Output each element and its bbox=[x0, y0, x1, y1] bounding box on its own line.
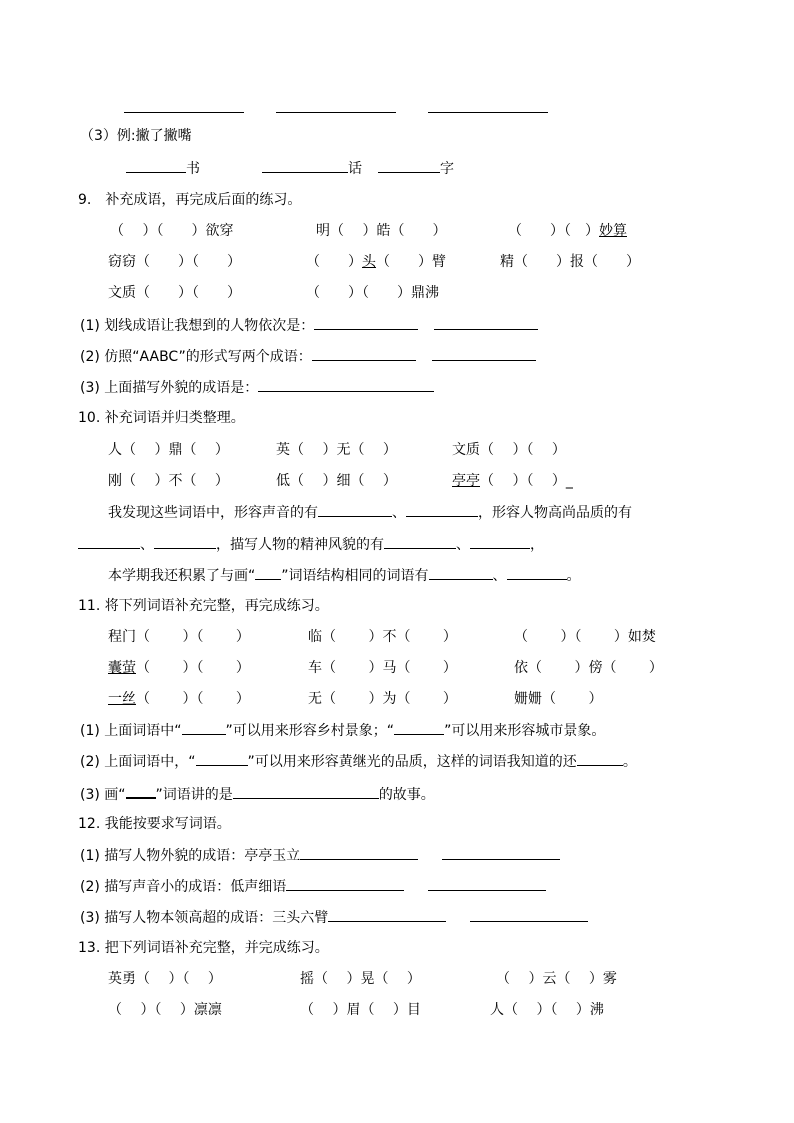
answer-blank[interactable] bbox=[378, 158, 440, 173]
answer-blank[interactable] bbox=[312, 346, 416, 361]
answer-blank[interactable] bbox=[470, 907, 588, 922]
q13-row2-c: 人（ ）（ ）沸 bbox=[490, 1002, 604, 1018]
answer-blank[interactable] bbox=[126, 158, 186, 173]
q9-row1-c: （ ）（ ）妙算 bbox=[508, 223, 627, 239]
q11-row3-c: 姗姗（ ） bbox=[514, 691, 603, 707]
q10-row1-b: 英（ ）无（ ） bbox=[276, 442, 397, 458]
answer-blank[interactable] bbox=[434, 315, 538, 330]
answer-blank[interactable] bbox=[470, 534, 530, 549]
q11-row1-c: （ ）（ ）如焚 bbox=[514, 629, 656, 645]
q9-p2: (2) 仿照“AABC”的形式写两个成语： bbox=[80, 346, 536, 367]
answer-blank[interactable] bbox=[286, 876, 404, 891]
q11-row1-a: 程门（ ）（ ） bbox=[108, 629, 250, 645]
q9-p1: (1) 划线成语让我想到的人物依次是： bbox=[80, 315, 538, 336]
answer-blank[interactable] bbox=[442, 845, 560, 860]
answer-blank[interactable] bbox=[78, 534, 140, 549]
answer-blank[interactable] bbox=[406, 502, 478, 517]
answer-blank[interactable] bbox=[429, 565, 493, 580]
q11-row3-a: 一丝（ ）（ ） bbox=[108, 691, 250, 707]
answer-blank[interactable] bbox=[300, 845, 418, 860]
q13-row2-b: （ ）眉（ ）目 bbox=[300, 1002, 421, 1018]
q9-row2-a: 窃窃（ ）（ ） bbox=[108, 254, 241, 270]
q10-p3: 本学期我还积累了与画“ ”词语结构相同的词语有 、 。 bbox=[108, 565, 581, 586]
answer-blank[interactable] bbox=[432, 346, 536, 361]
q10-row1-a: 人（ ）鼎（ ） bbox=[108, 442, 229, 458]
q10-row2-a: 刚（ ）不（ ） bbox=[108, 473, 229, 489]
q11-row2-c: 依（ ）傍（ ） bbox=[514, 660, 663, 676]
answer-line[interactable] bbox=[428, 112, 548, 113]
q13-row1-b: 摇（ ）晃（ ） bbox=[300, 971, 421, 987]
answer-blank[interactable] bbox=[384, 534, 456, 549]
answer-blank[interactable] bbox=[255, 565, 281, 580]
q11-row2-a: 囊萤（ ）（ ） bbox=[108, 660, 250, 676]
q13-row2-a: （ ）（ ）凛凛 bbox=[108, 1002, 222, 1018]
answer-blank[interactable] bbox=[126, 783, 156, 799]
q13-row1-a: 英勇（ ）（ ） bbox=[108, 971, 222, 987]
answer-blank[interactable] bbox=[196, 751, 248, 766]
q9-row2-b: （ ）头（ ）臂 bbox=[306, 254, 446, 270]
answer-blank[interactable] bbox=[507, 565, 567, 580]
q12-p2: (2) 描写声音小的成语：低声细语 bbox=[80, 876, 546, 897]
q10-row2-c: 亭亭（ ）（ ）_ bbox=[452, 473, 573, 489]
q9-row1-b: 明（ ）皓（ ） bbox=[316, 223, 447, 239]
answer-blank[interactable] bbox=[233, 784, 379, 799]
answer-blank[interactable] bbox=[318, 502, 392, 517]
answer-blank[interactable] bbox=[428, 876, 546, 891]
q10-p1: 我发现这些词语中，形容声音的有 、 ，形容人物高尚品质的有 bbox=[108, 502, 632, 523]
answer-blank[interactable] bbox=[328, 907, 446, 922]
q9-row1-a: （ ）（ ）欲穿 bbox=[110, 223, 234, 239]
q9-row3-a: 文质（ ）（ ） bbox=[108, 285, 241, 301]
q9-row3-b: （ ）（ ）鼎沸 bbox=[306, 285, 439, 301]
q9-p3: (3) 上面描写外貌的成语是： bbox=[80, 377, 434, 398]
q10-title: 10. 补充词语并归类整理。 bbox=[78, 410, 245, 426]
answer-blank[interactable] bbox=[262, 158, 348, 173]
q8-3-items: 书 话 字 bbox=[126, 158, 454, 179]
answer-line[interactable] bbox=[124, 112, 244, 113]
answer-blank[interactable] bbox=[577, 751, 623, 766]
q8-3-label: （3）例:撇了撇嘴 bbox=[80, 128, 192, 144]
q12-p1: (1) 描写人物外貌的成语：亭亭玉立 bbox=[80, 845, 560, 866]
answer-blank[interactable] bbox=[154, 534, 216, 549]
q10-p2: 、 ，描写人物的精神风貌的有 、 ， bbox=[78, 534, 544, 555]
q9-row2-c: 精（ ）报（ ） bbox=[500, 254, 640, 270]
answer-blank[interactable] bbox=[394, 720, 444, 735]
q12-title: 12. 我能按要求写词语。 bbox=[78, 816, 231, 832]
answer-blank[interactable] bbox=[314, 315, 418, 330]
q13-row1-c: （ ）云（ ）雾 bbox=[496, 971, 617, 987]
answer-blank[interactable] bbox=[182, 720, 226, 735]
q11-row1-b: 临（ ）不（ ） bbox=[308, 629, 457, 645]
q11-title: 11. 将下列词语补充完整，再完成练习。 bbox=[78, 598, 329, 614]
q11-p3: (3) 画“ ”词语讲的是 的故事。 bbox=[80, 783, 435, 805]
answer-line[interactable] bbox=[276, 112, 396, 113]
q11-row2-b: 车（ ）马（ ） bbox=[308, 660, 457, 676]
q13-title: 13. 把下列词语补充完整，并完成练习。 bbox=[78, 940, 329, 956]
q11-p2: (2) 上面词语中，“ ”可以用来形容黄继光的品质，这样的词语我知道的还 。 bbox=[80, 751, 637, 772]
q12-p3: (3) 描写人物本领高超的成语：三头六臂 bbox=[80, 907, 588, 928]
q10-row1-c: 文质（ ）（ ） bbox=[452, 442, 566, 458]
q9-title: 9. 补充成语，再完成后面的练习。 bbox=[78, 192, 302, 208]
q11-p1: (1) 上面词语中“ ”可以用来形容乡村景象；“ ”可以用来形容城市景象。 bbox=[80, 720, 605, 741]
q11-row3-b: 无（ ）为（ ） bbox=[308, 691, 457, 707]
q10-row2-b: 低（ ）细（ ） bbox=[276, 473, 397, 489]
answer-blank[interactable] bbox=[258, 377, 434, 392]
